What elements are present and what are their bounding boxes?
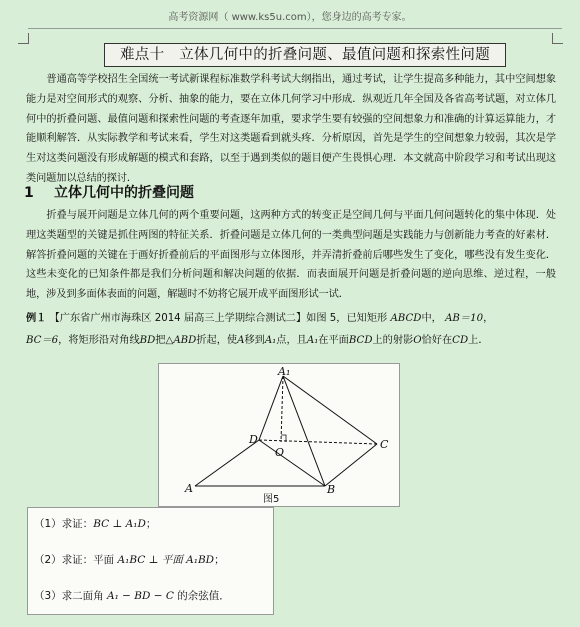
edge-a-d xyxy=(195,440,259,486)
math-point: O xyxy=(413,335,422,346)
question-number: （3） xyxy=(34,590,62,602)
math-eq-bc: BC＝6 xyxy=(26,335,59,346)
edge-a1-d xyxy=(259,376,283,440)
label-a: A xyxy=(185,482,193,495)
section-number: 1 xyxy=(24,185,34,201)
questions-box xyxy=(27,507,274,615)
figure-caption: 图5 xyxy=(263,494,280,505)
label-a1: A₁ xyxy=(278,365,291,378)
question-2 xyxy=(34,552,225,567)
question-tail: ； xyxy=(145,518,157,530)
edge-b-c xyxy=(325,444,377,486)
edge-a1-c xyxy=(283,376,377,444)
question-tail: 的余弦值． xyxy=(173,590,230,602)
margin-corner-mark xyxy=(18,33,29,44)
example-text: 上的射影 xyxy=(372,335,414,346)
example-problem: 例１ 【广东省广州市海珠区 2014 届高三上学期综合测试二】如图 5，已知矩形 ABCD中， AB＝10， BC＝6，将矩形沿对角线BD把△ABD折起，使A移到A₁点，且A₁在平面BCD上的射影O恰好在CD上． xyxy=(26,313,494,346)
example-text: 中， xyxy=(421,313,442,324)
section-heading xyxy=(24,182,194,202)
math-tri: △ABD xyxy=(165,335,197,346)
math-point: A xyxy=(237,335,245,346)
example-text: 把 xyxy=(155,335,166,346)
math-diag: BD xyxy=(139,335,156,346)
math-eq-ab: AB＝10 xyxy=(445,313,484,324)
example-text: 如图 5，已知矩形 xyxy=(306,313,388,324)
intro-paragraph: 普通高等学校招生全国统一考试新课程标准数学科考试大纲指出，通过考试，让学生提高多种能力，其中空间想象能力是对空间形式的观察、分析、抽象的能力，要在立体几何学习中形成．纵观近几年全国及各省高考试题，对立体几何中的折叠问题、最值问题和探索性问题的考查逐年加重，要求学生要有较强的空间想象力和准确的计算运算能力，才能顺利解答．从实际教学和考试来看，学生对这类题看到就头疼．分析原因，首先是学生的空间想象力较弱，其次是学生对这类问题没有形成解题的模式和套路，以至于遇到类似的题目便产生畏惧心理．本文就高中阶段学习和考试出现这类问题加以总结的探讨． xyxy=(26,74,556,184)
question-1 xyxy=(34,516,156,531)
edge-d-c xyxy=(259,440,377,444)
question-lead: 求二面角 xyxy=(61,590,108,602)
math-rect: ABCD xyxy=(390,313,422,324)
section-paragraph: 折叠与展开问题是立体几何的两个重要问题，这两种方式的转变正是空间几何与平面几何问题转化的集中体现．处理这类题型的关键是抓住两图的特征关系．折叠问题是立体几何的一类典型问题是实践能力与创新能力考查的好素材．解答折叠问题的关键在于画好折叠前后的平面图形与立体图形，并弄清折叠前后哪些发生了变化，哪些没有发生变化．这些未变化的已知条件都是我们分析问题和解决问题的依据．而表面展开问题是折叠问题的逆向思维、逆过程，一般地，涉及到多面体表面的问题，解题时不妨将它展开成平面图形试一试． xyxy=(26,210,556,301)
label-b: B xyxy=(327,483,336,496)
question-lead: 求证：平面 xyxy=(61,554,118,566)
question-expr: A₁ − BD − C xyxy=(107,590,174,602)
math-plane: BCD xyxy=(348,335,373,346)
example-label: 例１ xyxy=(26,313,47,324)
example-text: 上． xyxy=(468,335,489,346)
example-text: 点，且 xyxy=(276,335,307,346)
edge-a1-o xyxy=(281,376,283,442)
document-title: 难点十 立体几何中的折叠问题、最值问题和探索性问题 xyxy=(104,43,506,67)
math-seg: CD xyxy=(452,335,469,346)
example-text: 移到 xyxy=(244,335,265,346)
margin-corner-mark xyxy=(552,33,563,44)
example-text: ，将矩形沿对角线 xyxy=(58,335,140,346)
geometry-figure xyxy=(158,363,400,507)
question-number: （1） xyxy=(34,518,62,530)
label-c: C xyxy=(380,438,389,451)
question-tail: ； xyxy=(214,554,225,566)
question-expr: BC ⊥ A₁D xyxy=(93,518,146,530)
example-text: 恰好在 xyxy=(421,335,453,346)
edge-a1-b xyxy=(283,376,325,486)
question-expr: A₁BC ⊥ 平面 A₁BD xyxy=(117,554,215,566)
header-divider xyxy=(28,28,562,29)
question-number: （2） xyxy=(34,554,62,566)
section-title: 立体几何中的折叠问题 xyxy=(54,185,194,201)
example-text: 在平面 xyxy=(318,335,349,346)
edge-d-b xyxy=(259,440,325,486)
page-header: 高考资源网（ www.ks5u.com），您身边的高考专家。 xyxy=(168,12,412,23)
example-text: 折起，使 xyxy=(196,335,238,346)
label-o: O xyxy=(275,446,285,459)
math-point: A₁ xyxy=(264,335,277,346)
figure-svg xyxy=(159,364,399,506)
math-point: A₁ xyxy=(306,335,319,346)
example-source: 【广东省广州市海珠区 2014 届高三上学期综合测试二】 xyxy=(49,313,307,324)
question-lead: 求证： xyxy=(61,518,94,530)
question-3 xyxy=(34,588,230,603)
label-d: D xyxy=(249,433,258,446)
